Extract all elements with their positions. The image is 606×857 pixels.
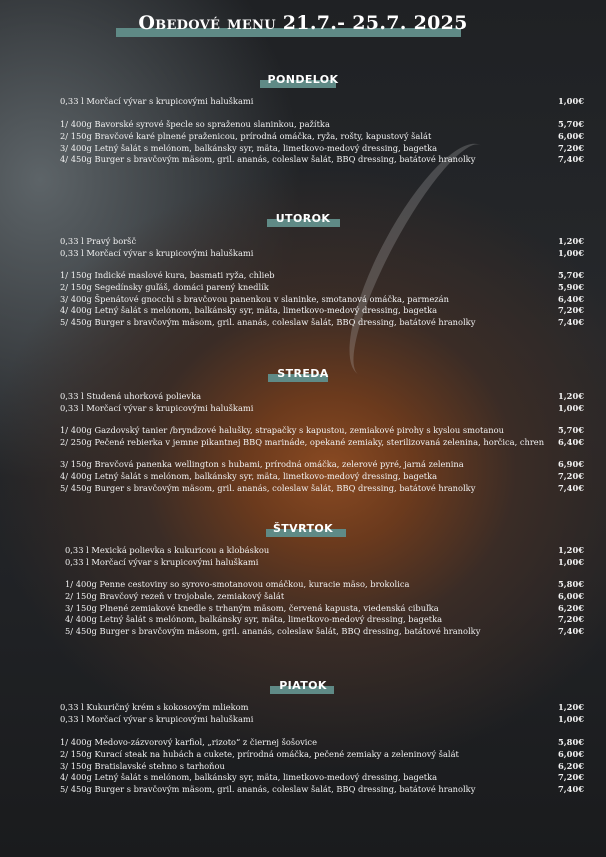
menu-item-name: 5/ 450g Burger s bravčovým mäsom, gril. ananás, coleslaw šalát, BBQ dressing, batátové hranolky bbox=[60, 317, 476, 328]
background-spoon bbox=[324, 126, 517, 393]
menu-item-name: 2/ 150g Bravčový rezeň v trojobale, zemiakový šalát bbox=[65, 590, 285, 601]
menu-item-price: 7,20€ bbox=[558, 614, 584, 625]
menu-item-price: 5,70€ bbox=[558, 119, 584, 129]
menu-item-price: 1,20€ bbox=[558, 702, 584, 712]
menu-item-name: 4/ 400g Letný šalát s melónom, balkánsky syr, mäta, limetkovo-medový dressing, bagetka bbox=[65, 614, 443, 625]
day-heading bbox=[0, 362, 606, 381]
menu-item-name: 3/ 150g Bravčová panenka wellington s hubami, prírodná omáčka, zelerové pyré, jarná zelenina bbox=[60, 459, 464, 470]
menu-item-price: 7,40€ bbox=[558, 483, 584, 493]
menu-item-price: 5,90€ bbox=[558, 281, 584, 292]
menu-item-price: 1,20€ bbox=[558, 545, 584, 555]
menu-item-price: 5,70€ bbox=[558, 425, 584, 435]
menu-item-price: 1,00€ bbox=[558, 713, 584, 724]
menu-item-name: 0,33 l Kukuričný krém s kokosovým mliekom bbox=[60, 702, 249, 712]
menu-item-price: 1,00€ bbox=[558, 402, 584, 413]
menu-item-name: 3/ 400g Letný šalát s melónom, balkánsky syr, mäta, limetkovo-medový dressing, bagetka bbox=[60, 142, 438, 153]
day-heading bbox=[0, 207, 606, 226]
menu-item-price: 1,00€ bbox=[558, 556, 584, 567]
menu-item bbox=[60, 437, 584, 460]
menu-item-price: 7,20€ bbox=[558, 142, 584, 153]
menu-item-price: 1,20€ bbox=[558, 236, 584, 246]
menu-item-price: 7,40€ bbox=[558, 317, 584, 328]
day-heading bbox=[0, 517, 606, 536]
menu-item-price: 6,20€ bbox=[558, 760, 584, 771]
menu-item-price: 7,40€ bbox=[558, 784, 584, 795]
menu-item-name: 0,33 l Morčací vývar s krupicovými haluškami bbox=[60, 402, 254, 413]
menu-item-name: 0,33 l Studená uhorková polievka bbox=[60, 391, 202, 401]
day-name: ŠTVRTOK bbox=[272, 522, 334, 535]
menu-title: Obedové menu 21.7.- 25.7. 2025 bbox=[138, 12, 468, 34]
menu-item-name: 2/ 150g Segedínsky guľáš, domáci parený knedlík bbox=[60, 281, 269, 292]
menu-item-price: 1,20€ bbox=[558, 391, 584, 401]
menu-item-name: 0,33 l Morčací vývar s krupicovými haluškami bbox=[60, 713, 254, 724]
day-name: UTOROK bbox=[275, 212, 331, 225]
menu-item-name: 0,33 l Mexická polievka s kukuricou a klobáskou bbox=[65, 545, 270, 555]
menu-item-name: 1/ 400g Bavorské syrové špecle so spraženou slaninkou, pažítka bbox=[60, 119, 330, 129]
menu-item-price: 7,20€ bbox=[558, 772, 584, 783]
menu-item-name: 1/ 400g Penne cestoviny so syrovo-smotanovou omáčkou, kuracie mäso, brokolica bbox=[65, 579, 410, 589]
menu-item-price: 1,00€ bbox=[558, 96, 584, 106]
menu-item-name: 0,33 l Morčací vývar s krupicovými haluškami bbox=[65, 556, 259, 567]
menu-title-wrap bbox=[0, 12, 606, 34]
menu-item-price: 6,00€ bbox=[558, 130, 584, 141]
menu-item-price: 7,20€ bbox=[558, 305, 584, 316]
menu-item-name: 1/ 150g Indické maslové kura, basmati ryža, chlieb bbox=[60, 270, 275, 280]
day-heading bbox=[0, 68, 606, 87]
menu-item-price: 6,40€ bbox=[558, 293, 584, 304]
menu-item-name: 2/ 250g Pečené rebierka v jemne pikantnej BBQ marináde, opekané zemiaky, sterilizovaná zelenina, horčica, chren bbox=[60, 436, 545, 447]
menu-item-price: 6,90€ bbox=[558, 459, 584, 470]
menu-item-price: 6,00€ bbox=[558, 590, 584, 601]
menu-item-name: 4/ 400g Letný šalát s melónom, balkánsky syr, mäta, limetkovo-medový dressing, bagetka bbox=[60, 772, 438, 783]
menu-item-name: 1/ 400g Gazdovský tanier /bryndzové halušky, strapačky s kapustou, zemiakové pirohy s kyslou smotanou bbox=[60, 425, 504, 435]
menu-item-name: 2/ 150g Kurací steak na hubách a cukete, prírodná omáčka, pečené zemiaky a zeleninový šalát bbox=[60, 748, 459, 759]
menu-item-price: 7,40€ bbox=[558, 626, 584, 637]
menu-item-name: 5/ 450g Burger s bravčovým mäsom, gril. ananás, coleslaw šalát, BBQ dressing, batátové hranolky bbox=[60, 483, 476, 493]
menu-item-price: 7,40€ bbox=[558, 154, 584, 165]
menu-item-name: 1/ 400g Medovo-zázvorový karfiol, „rizoto“ z čiernej šošovice bbox=[60, 737, 317, 747]
menu-item-name: 0,33 l Morčací vývar s krupicovými haluškami bbox=[60, 247, 254, 258]
menu-item-price: 7,20€ bbox=[558, 471, 584, 482]
menu-item-name: 4/ 400g Letný šalát s melónom, balkánsky syr, mäta, limetkovo-medový dressing, bagetka bbox=[60, 305, 438, 316]
day-name: PONDELOK bbox=[267, 73, 339, 86]
menu-item-name: 4/ 400g Letný šalát s melónom, balkánsky syr, mäta, limetkovo-medový dressing, bagetka bbox=[60, 471, 438, 482]
menu-item-name: 3/ 150g Bratislavské stehno s tarhoňou bbox=[60, 760, 225, 771]
menu-item-name: 3/ 150g Plnené zemiakové knedle s trhaným mäsom, červená kapusta, viedenská cibuľka bbox=[65, 602, 439, 613]
day-heading bbox=[0, 674, 606, 693]
day-name: STREDA bbox=[277, 367, 329, 380]
menu-item-price: 1,00€ bbox=[558, 247, 584, 258]
menu-item-name: 5/ 450g Burger s bravčovým mäsom, gril. ananás, coleslaw šalát, BBQ dressing, batátové hranolky bbox=[65, 626, 481, 637]
menu-item-price: 5,80€ bbox=[558, 579, 584, 589]
menu-item-name: 0,33 l Pravý boršč bbox=[60, 236, 137, 246]
menu-item-name: 5/ 450g Burger s bravčovým mäsom, gril. ananás, coleslaw šalát, BBQ dressing, batátové hranolky bbox=[60, 784, 476, 795]
menu-item-price: 6,00€ bbox=[558, 748, 584, 759]
menu-item-price: 6,20€ bbox=[558, 602, 584, 613]
menu-item-price: 5,70€ bbox=[558, 270, 584, 280]
day-name: PIATOK bbox=[279, 679, 327, 692]
menu-item-name: 0,33 l Morčací vývar s krupicovými haluškami bbox=[60, 96, 254, 106]
menu-item-name: 4/ 450g Burger s bravčovým mäsom, gril. ananás, coleslaw šalát, BBQ dressing, batátové hranolky bbox=[60, 154, 476, 165]
menu-item-name: 3/ 400g Špenátové gnocchi s bravčovou panenkou v slaninke, smotanová omáčka, parmezán bbox=[60, 293, 449, 304]
menu-item-price: 5,80€ bbox=[558, 737, 584, 747]
menu-item-name: 2/ 150g Bravčové karé plnené praženicou, prírodná omáčka, ryža, rošty, kapustový šalát bbox=[60, 130, 432, 141]
menu-item-price: 6,40€ bbox=[558, 436, 584, 447]
